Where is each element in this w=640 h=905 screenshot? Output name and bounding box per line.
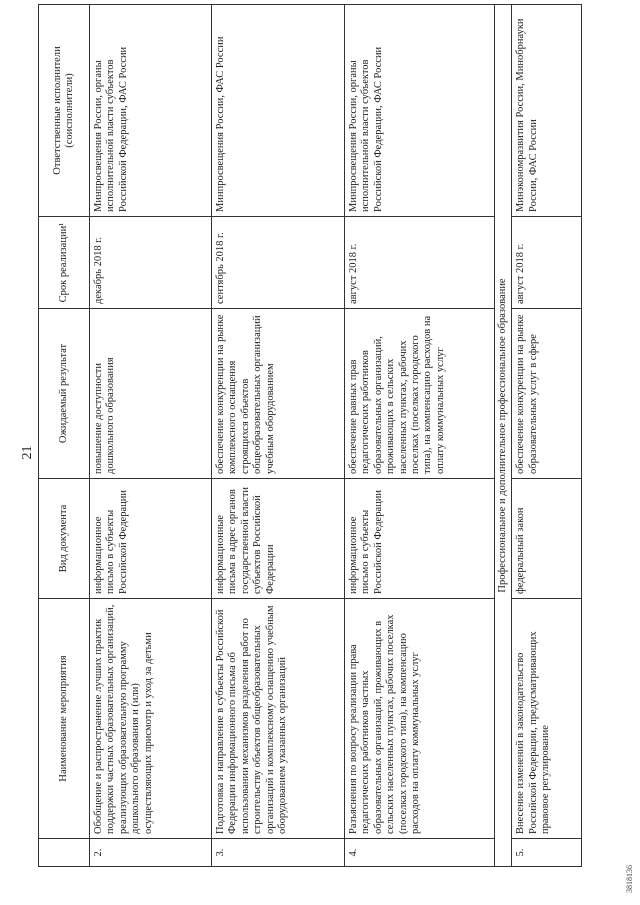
row-doc: информационное письмо в субъекты Российской Федерации [90,479,212,599]
row-doc: информационное письмо в субъекты Российской Федерации [345,479,495,599]
header-term: Срок реализации¹ [39,217,90,309]
row-resp: Минэкономразвития России, Минобрнауки России, ФАС России [512,5,582,217]
row-result: обеспечение равных прав педагогических работников образовательных организаций, проживающих в сельских населенных пунктах, рабочих поселках (поселках городского типа), на компенсацию расходов на оплату коммунальных услуг [345,309,495,479]
row-result: повышение доступности дошкольного образования [90,309,212,479]
header-num [39,839,90,867]
row-name: Обобщение и распространение лучших практик поддержки частных образовательных организаций, реализующих образовательную программу дошкольного образования и (или) осуществляющих присмотр и уход за детьми [90,599,212,839]
row-name: Разъяснения по вопросу реализации права педагогических работников частных образовательных организаций, проживающих в сельских населенных пунктах, рабочих поселках (поселках городского типа), на компенсацию расходов на оплату коммунальных услуг [345,599,495,839]
row-resp: Минпросвещения России, ФАС России [212,5,345,217]
document-id: 3818136 [625,865,634,893]
row-name: Внесение изменений в законодательство Российской Федерации, предусматривающих правовое регулирование [512,599,582,839]
row-num: 3. [212,839,345,867]
row-num: 2. [90,839,212,867]
row-doc: федеральный закон [512,479,582,599]
row-result: обеспечение конкуренции на рынке комплексного оснащения строящихся объектов общеобразовательных организаций учебным оборудованием [212,309,345,479]
header-doc: Вид документа [39,479,90,599]
section-title: Профессиональное и дополнительное профессиональное образование [495,5,512,867]
table-row [345,5,495,867]
header-result: Ожидаемый результат [39,309,90,479]
row-term: декабрь 2018 г. [90,217,212,309]
row-doc: информационные письма в адрес органов государственной власти субъектов Российской Федерации [212,479,345,599]
page-number: 21 [20,445,35,460]
table-row [212,5,345,867]
row-num: 5. [512,839,582,867]
row-result: обеспечение конкуренции на рынке образовательных услуг в сфере [512,309,582,479]
row-num: 4. [345,839,495,867]
table-header [39,5,90,867]
header-resp: Ответственные исполнители (соисполнители) [39,5,90,217]
measures-table [38,4,582,867]
row-term: август 2018 г. [345,217,495,309]
row-term: август 2018 г. [512,217,582,309]
section-row [495,5,512,867]
row-resp: Минпросвещения России, органы исполнительной власти субъектов Российской Федерации, ФАС России [90,5,212,217]
row-resp: Минпросвещения России, органы исполнительной власти субъектов Российской Федерации, ФАС России [345,5,495,217]
header-name: Наименование мероприятия [39,599,90,839]
table-row [512,5,582,867]
row-name: Подготовка и направление в субъекты Российской Федерации информационного письма об использовании механизмов разделения работ по строительству объектов общеобразовательных организаций и комплексному оснащению учебным оборудованием указанных организаций [212,599,345,839]
table-row [90,5,212,867]
row-term: сентябрь 2018 г. [212,217,345,309]
